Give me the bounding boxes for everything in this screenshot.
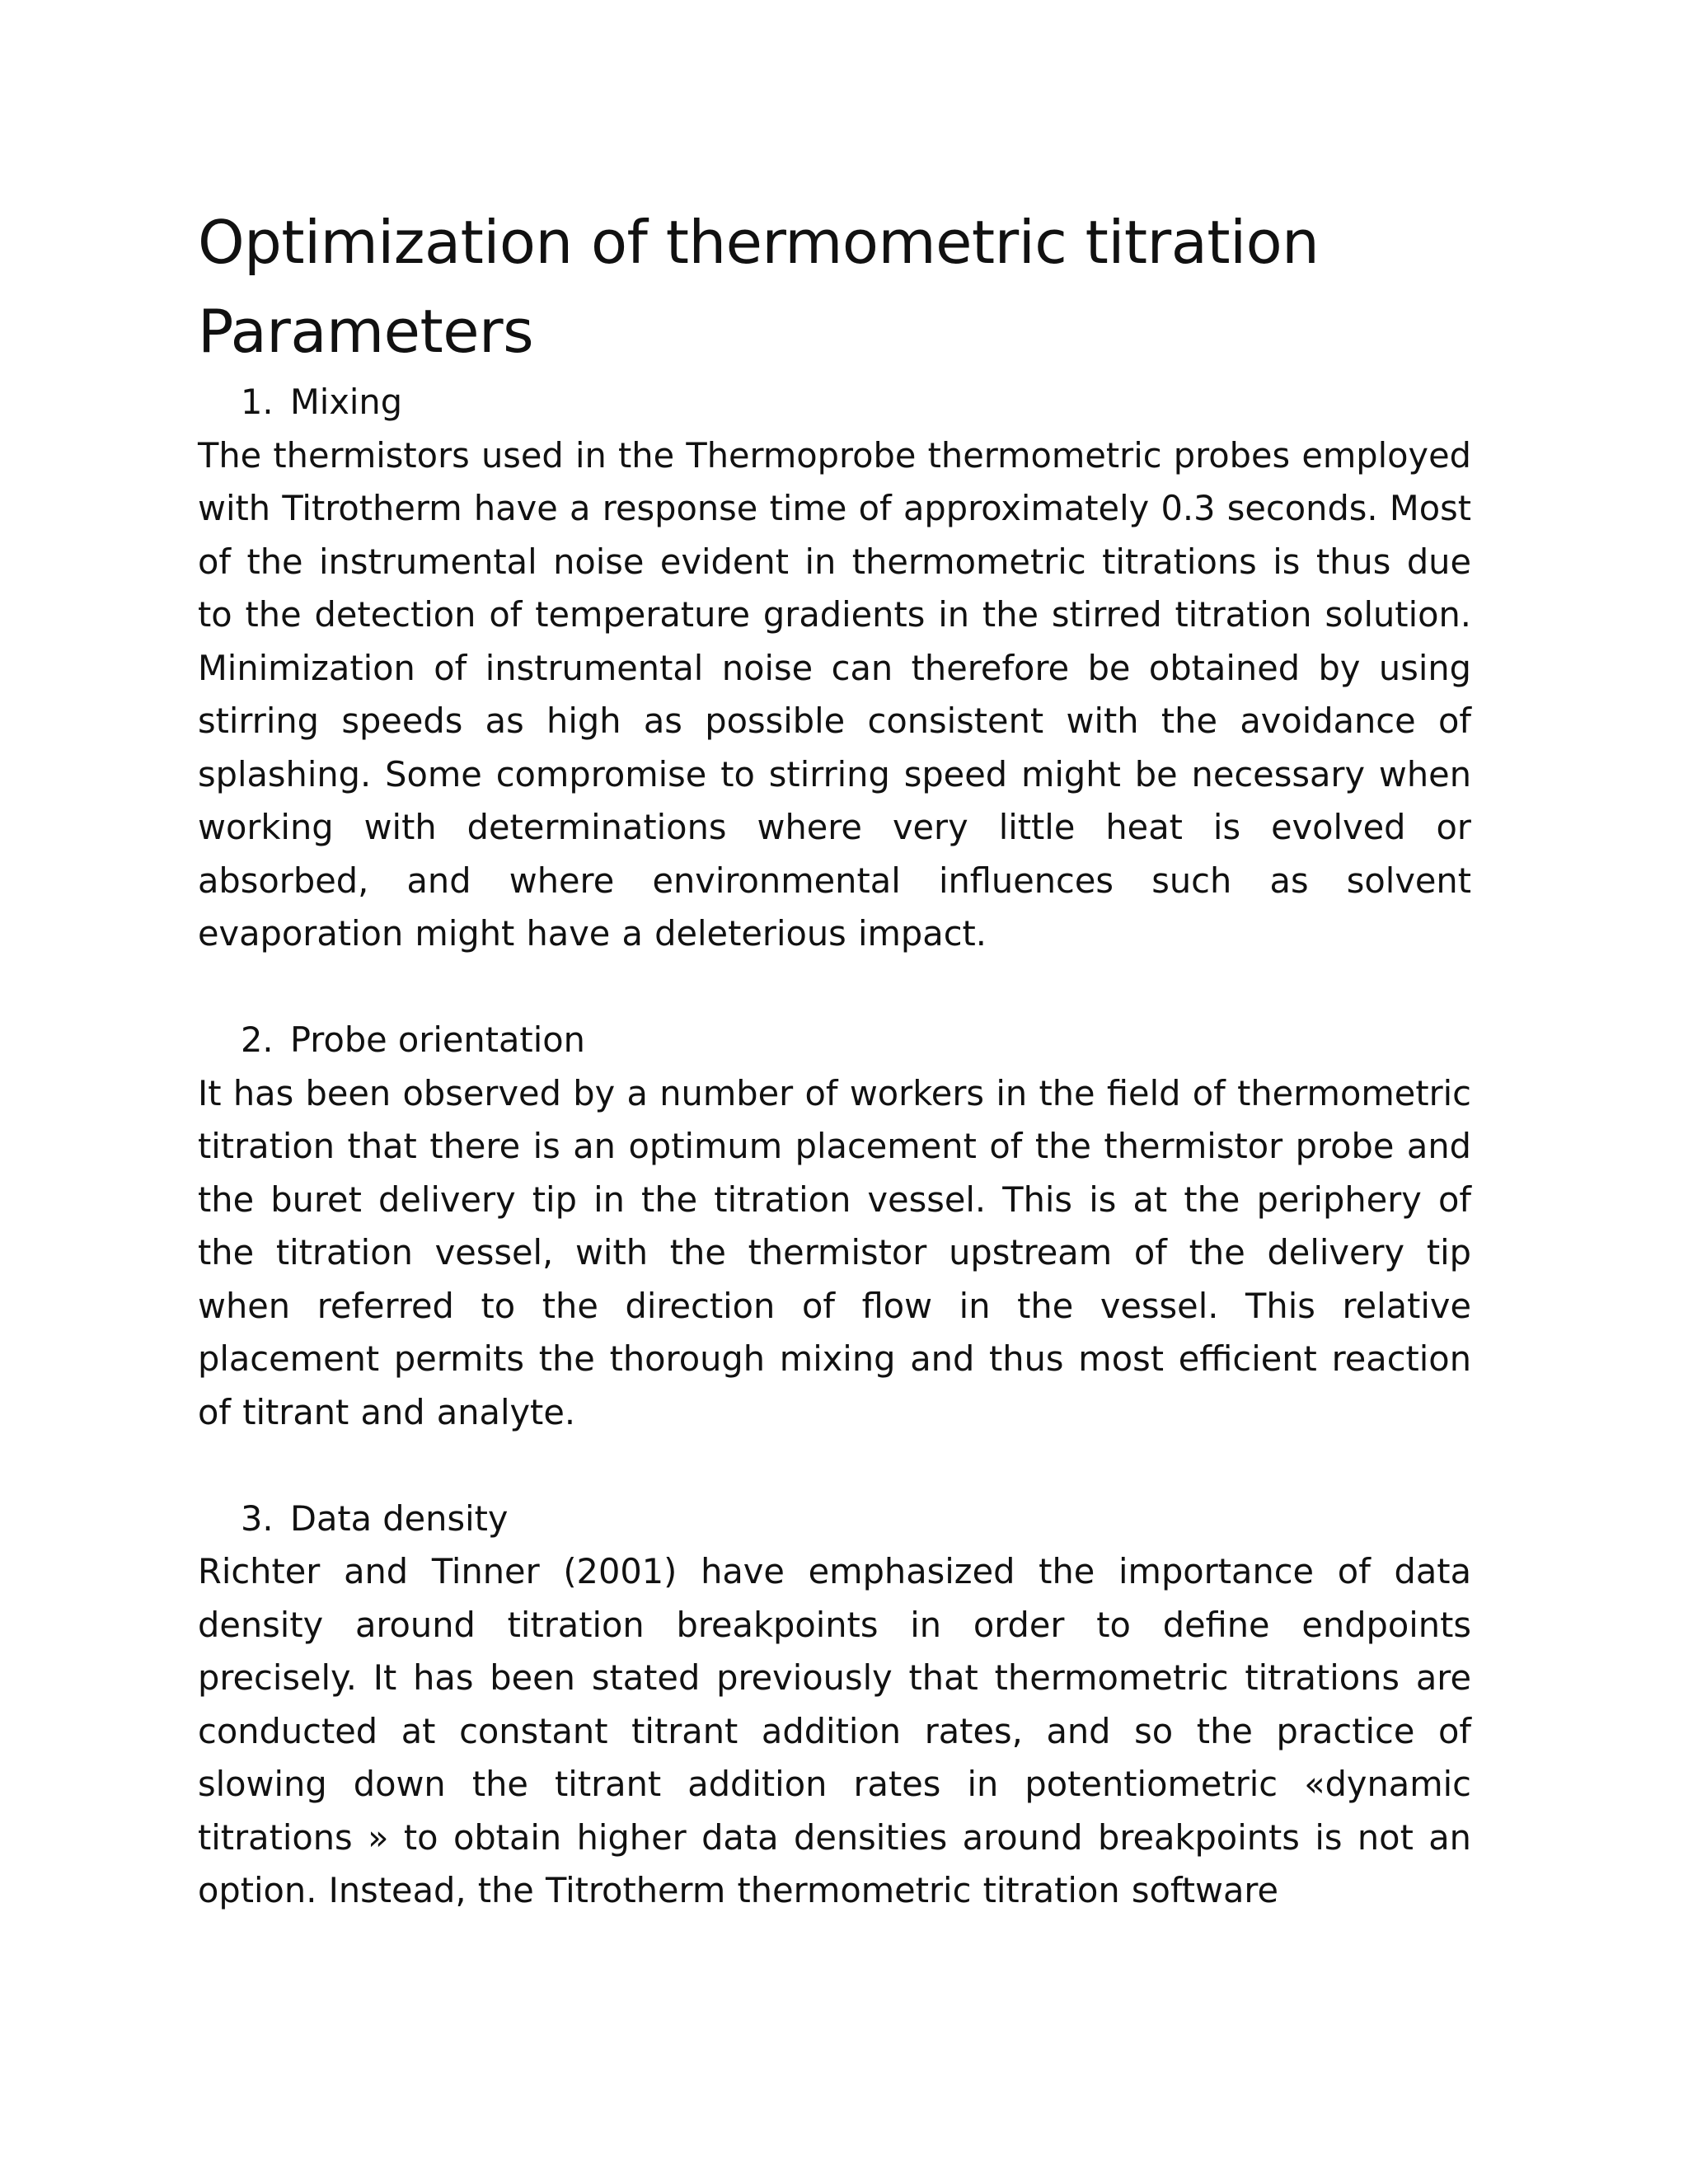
section-heading [241, 376, 1471, 429]
document-page [198, 198, 1471, 1918]
section-paragraph: Richter and Tinner (2001) have emphasized the importance of data density around titration breakpoints in order to define endpoints precisely. It has been stated previously that thermometric titrations are conducted at constant titrant addition rates, and so the practice of slowing down the titrant addition rates in potentiometric «dynamic titrations » to obtain higher data densities around breakpoints is not an option. Instead, the Titrotherm thermometric titration software [198, 1551, 1471, 1910]
section-title: Probe orientation [290, 1019, 585, 1060]
document-title: Optimization of thermometric titration Parameters [198, 208, 1320, 366]
section-mixing [198, 376, 1471, 961]
section-paragraph: It has been observed by a number of workers in the field of thermometric titration that there is an optimum placement of the thermistor probe and the buret delivery tip in the titration vessel. This is at the periphery of the titration vessel, with the thermistor upstream of the delivery tip when referred to the direction of flow in the vessel. This relative placement permits the thorough mixing and thus most efficient reaction of titrant and analyte. [198, 1072, 1471, 1432]
section-probe-orientation [198, 1014, 1471, 1439]
section-data-density [198, 1493, 1471, 1918]
section-title: Data density [290, 1497, 509, 1539]
section-number: 1. [241, 382, 274, 422]
section-number: 2. [241, 1019, 274, 1060]
section-title: Mixing [290, 382, 403, 422]
section-heading [241, 1014, 1471, 1067]
paragraph-gap [198, 961, 1471, 1015]
section-paragraph: The thermistors used in the Thermoprobe thermometric probes employed with Titrotherm have a response time of approximately 0.3 seconds. Most of the instrumental noise evident in thermometric titrations is thus due to the detection of temperature gradients in the stirred titration solution. Minimization of instrumental noise can therefore be obtained by using stirring speeds as high as possible consistent with the avoidance of splashing. Some compromise to stirring speed might be necessary when working with determinations where very little heat is evolved or absorbed, and where environmental influences such as solvent evaporation might have a deleterious impact. [198, 434, 1471, 954]
section-number: 3. [241, 1497, 274, 1539]
paragraph-gap [198, 1439, 1471, 1493]
section-heading [241, 1493, 1471, 1546]
